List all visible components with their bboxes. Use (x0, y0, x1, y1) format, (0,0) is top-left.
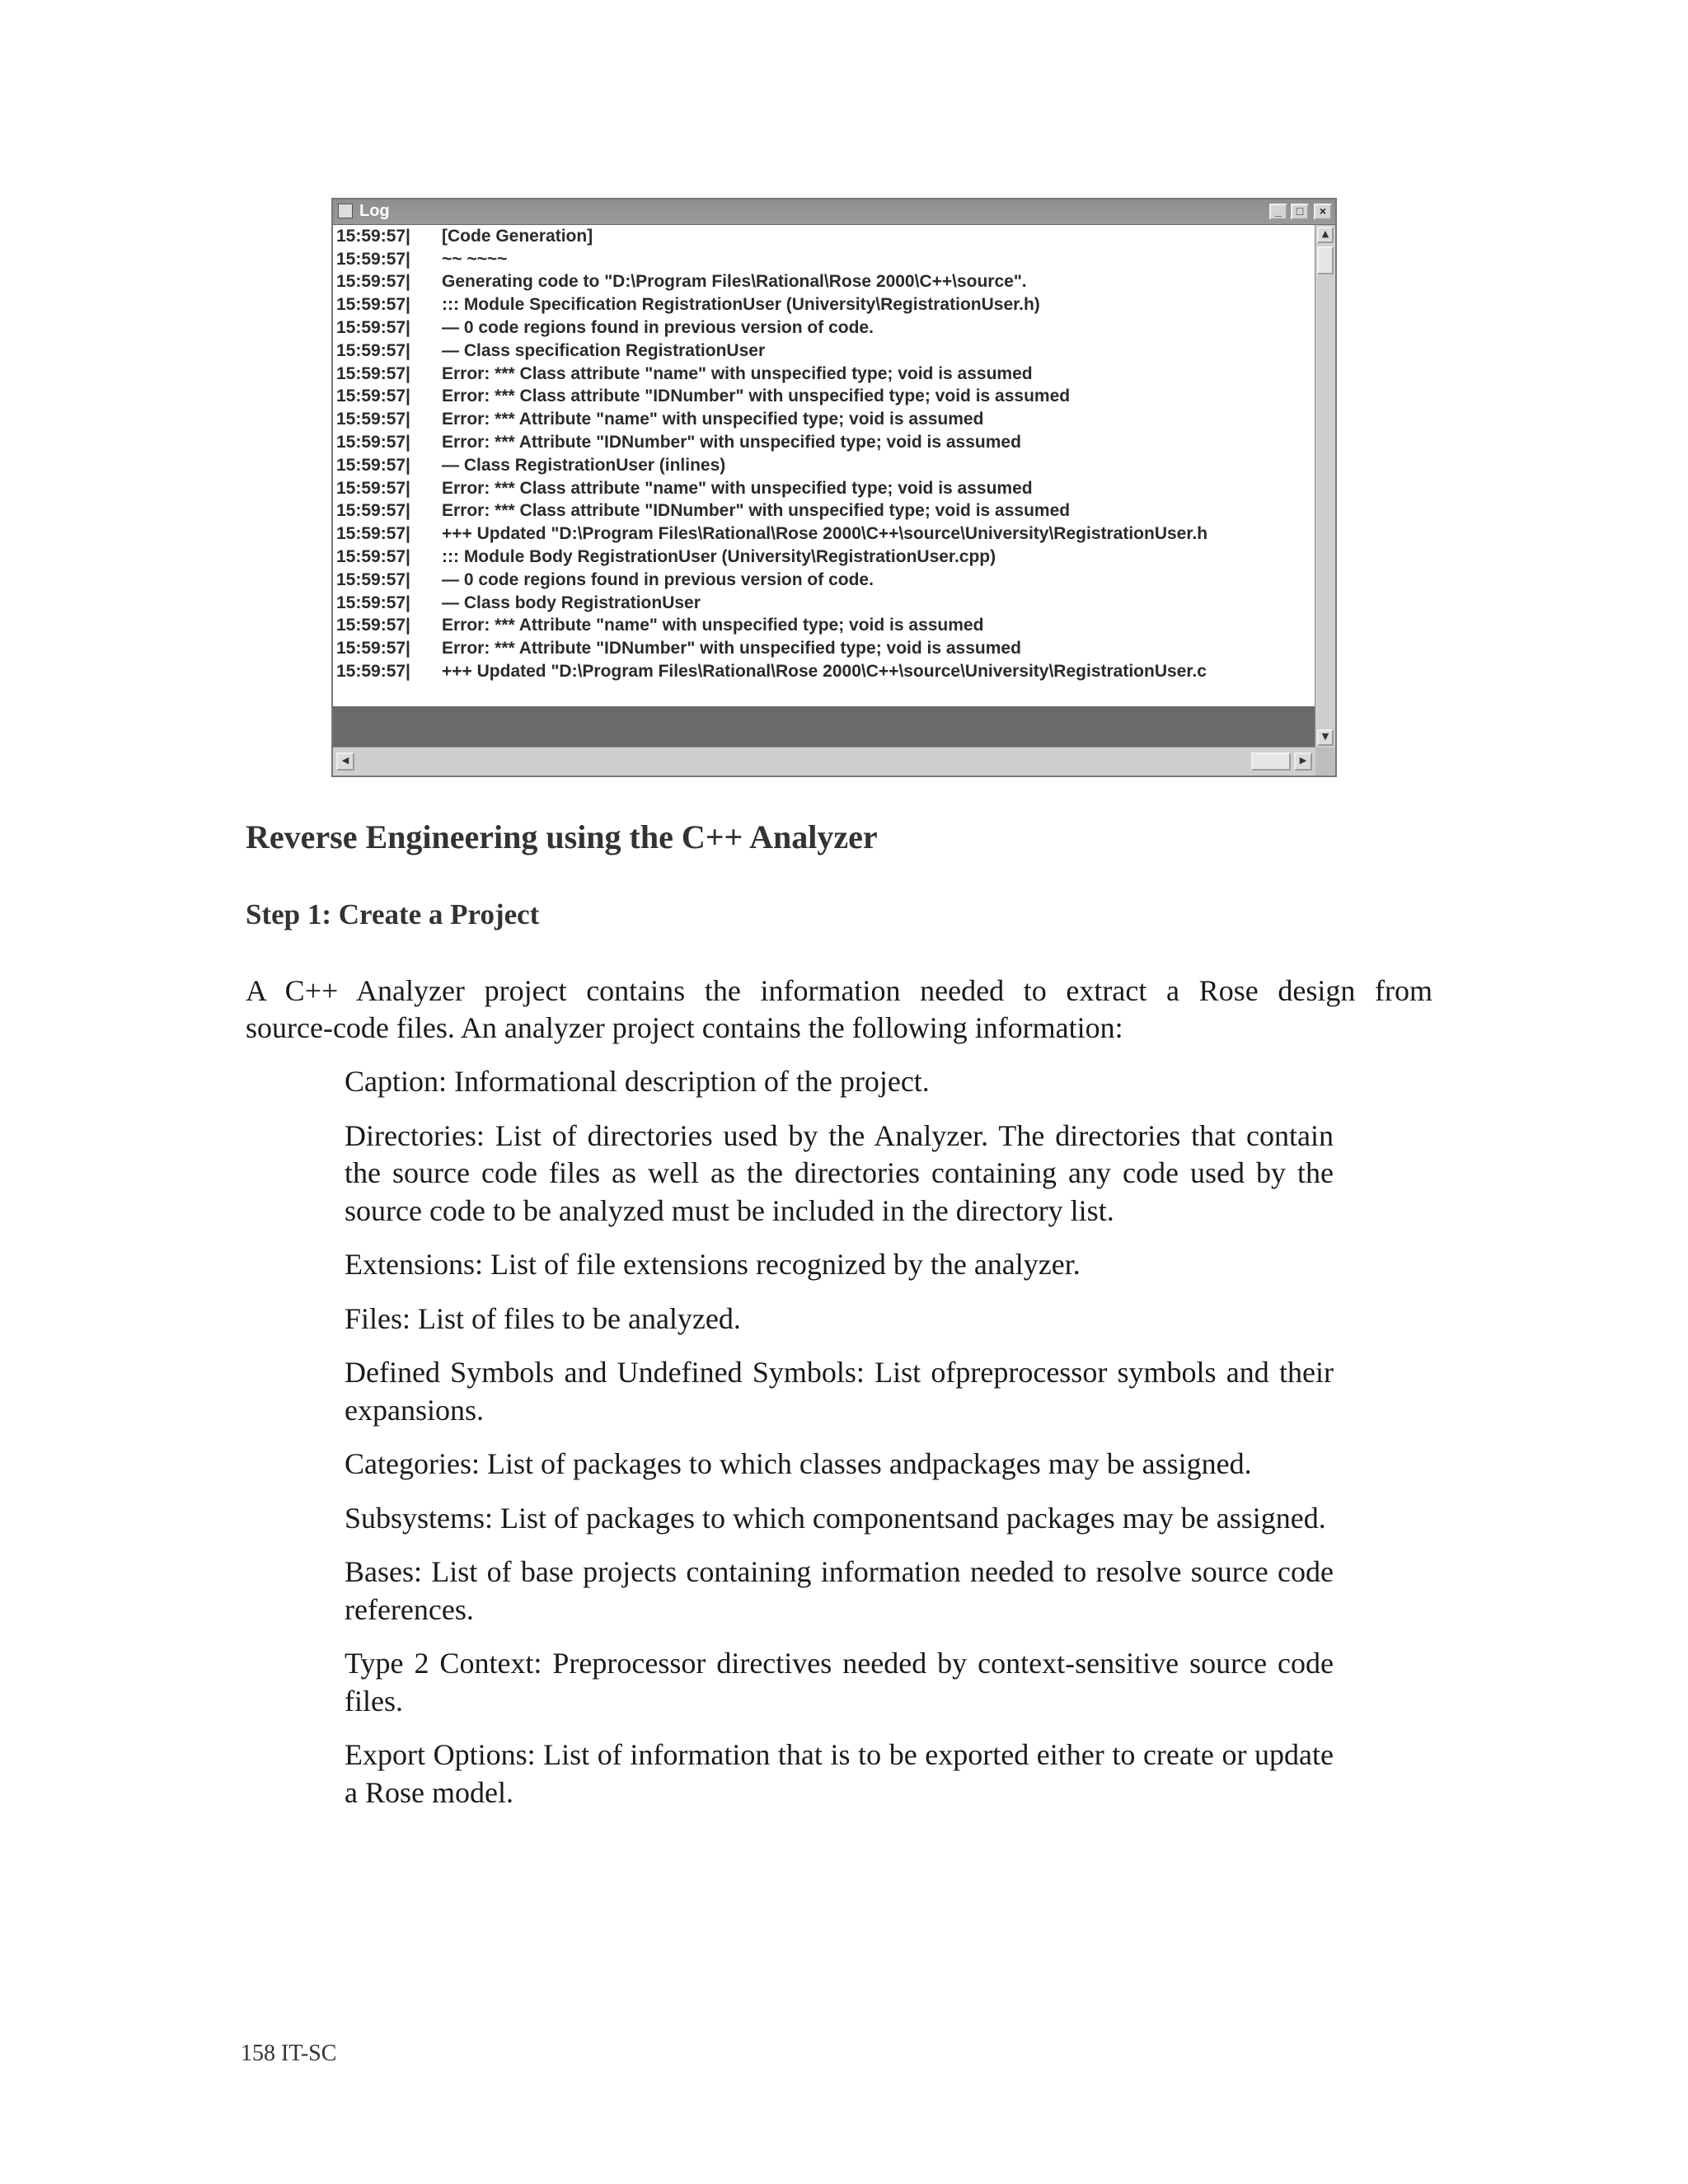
log-timestamp: 15:59:57| (336, 501, 410, 521)
log-line[interactable] (333, 248, 1315, 271)
intro-line-1: A C++ Analyzer project contains the information needed to extract a Rose design from (246, 974, 1432, 1007)
definition-bases: Bases: List of base projects containing information needed to resolve source code references. (345, 1555, 1334, 1626)
horizontal-scroll-thumb[interactable] (1251, 752, 1291, 771)
log-timestamp: 15:59:57| (336, 639, 410, 658)
vertical-scroll-thumb[interactable] (1317, 246, 1334, 274)
definition-list (345, 1063, 1334, 1828)
log-timestamp: 15:59:57| (336, 616, 410, 635)
log-line[interactable] (333, 546, 1315, 569)
log-timestamp: 15:59:57| (336, 455, 410, 475)
log-message: — Class specification RegistrationUser (442, 340, 766, 360)
log-window-title: Log (359, 202, 390, 220)
log-message: Error: *** Class attribute "name" with unspecified type; void is assumed (442, 478, 1033, 498)
definition-type2-context: Type 2 Context: Preprocessor directives needed by context-sensitive source code files. (345, 1647, 1334, 1718)
log-line[interactable] (333, 454, 1315, 477)
log-timestamp: 15:59:57| (336, 387, 410, 406)
log-line[interactable] (333, 431, 1315, 454)
definition-subsystems: Subsystems: List of packages to which componentsand packages may be assigned. (345, 1501, 1326, 1535)
log-line[interactable] (333, 408, 1315, 431)
log-message: +++ Updated "D:\Program Files\Rational\Rose 2000\C++\source\University\RegistrationUser.h (442, 524, 1208, 544)
log-timestamp: 15:59:57| (336, 569, 410, 589)
log-message: — Class body RegistrationUser (442, 593, 701, 612)
scroll-up-icon[interactable]: ▲ (1317, 227, 1334, 243)
log-content[interactable] (333, 225, 1315, 706)
definition-files: Files: List of files to be analyzed. (345, 1301, 741, 1335)
log-timestamp: 15:59:57| (336, 547, 410, 567)
log-line[interactable] (333, 523, 1315, 546)
log-line[interactable] (333, 637, 1315, 660)
minimize-button[interactable]: _ (1269, 204, 1287, 220)
log-line[interactable] (333, 386, 1315, 409)
log-message: ~~ ~~~~ (442, 249, 508, 269)
log-timestamp: 15:59:57| (336, 410, 410, 429)
definition-caption: Caption: Informational description of the project. (345, 1065, 930, 1098)
log-message: ::: Module Specification RegistrationUser (University\RegistrationUser.h) (442, 295, 1040, 315)
log-message: ::: Module Body RegistrationUser (University\RegistrationUser.cpp) (442, 547, 996, 567)
log-message: Error: *** Attribute "IDNumber" with unspecified type; void is assumed (442, 433, 1021, 452)
intro-line-2: source-code files. An analyzer project contains the following information: (246, 1011, 1123, 1044)
log-message: — 0 code regions found in previous version of code. (442, 318, 874, 338)
log-timestamp: 15:59:57| (336, 272, 410, 292)
log-message: — Class RegistrationUser (inlines) (442, 455, 726, 475)
close-button[interactable]: × (1314, 204, 1332, 220)
definition-categories: Categories: List of packages to which classes andpackages may be assigned. (345, 1447, 1252, 1480)
definition-symbols: Defined Symbols and Undefined Symbols: List ofpreprocessor symbols and their expansions. (345, 1356, 1334, 1427)
log-line[interactable] (333, 500, 1315, 523)
definition-extensions: Extensions: List of file extensions recognized by the analyzer. (345, 1248, 1081, 1281)
page-footer: 158 IT-SC (241, 2041, 337, 2066)
scroll-down-icon[interactable]: ▼ (1317, 729, 1334, 746)
log-line[interactable] (333, 615, 1315, 638)
log-timestamp: 15:59:57| (336, 524, 410, 544)
log-message: Generating code to "D:\Program Files\Rational\Rose 2000\C++\source". (442, 272, 1027, 292)
log-line[interactable] (333, 340, 1315, 363)
definition-export-options: Export Options: List of information that is to be exported either to create or update a Rose model. (345, 1738, 1334, 1809)
log-timestamp: 15:59:57| (336, 340, 410, 360)
log-timestamp: 15:59:57| (336, 226, 410, 246)
log-timestamp: 15:59:57| (336, 478, 410, 498)
scroll-right-icon[interactable]: ▶ (1294, 752, 1312, 771)
log-titlebar[interactable] (333, 199, 1335, 225)
window-system-icon[interactable] (338, 204, 353, 218)
section-heading: Reverse Engineering using the C++ Analyzer (246, 818, 878, 855)
log-message: Error: *** Attribute "name" with unspecified type; void is assumed (442, 410, 984, 429)
maximize-button[interactable]: □ (1291, 204, 1309, 220)
log-line[interactable] (333, 363, 1315, 386)
log-timestamp: 15:59:57| (336, 295, 410, 315)
horizontal-scrollbar[interactable] (333, 747, 1315, 776)
log-timestamp: 15:59:57| (336, 593, 410, 612)
log-message: +++ Updated "D:\Program Files\Rational\Rose 2000\C++\source\University\RegistrationUser.c (442, 662, 1207, 682)
vertical-scrollbar[interactable] (1315, 225, 1335, 748)
log-timestamp: 15:59:57| (336, 249, 410, 269)
log-window (331, 198, 1337, 777)
log-line[interactable] (333, 316, 1315, 340)
log-timestamp: 15:59:57| (336, 433, 410, 452)
log-line[interactable] (333, 225, 1315, 248)
log-timestamp: 15:59:57| (336, 318, 410, 338)
log-message: Error: *** Attribute "IDNumber" with unspecified type; void is assumed (442, 639, 1021, 658)
log-line[interactable] (333, 271, 1315, 294)
log-line[interactable] (333, 660, 1315, 683)
scroll-left-icon[interactable]: ◀ (336, 752, 354, 771)
log-message: Error: *** Class attribute "IDNumber" with unspecified type; void is assumed (442, 387, 1071, 406)
scrollbar-corner (1315, 748, 1335, 776)
log-line[interactable] (333, 293, 1315, 316)
log-line[interactable] (333, 569, 1315, 592)
log-message: Error: *** Class attribute "name" with unspecified type; void is assumed (442, 363, 1033, 383)
log-message: — 0 code regions found in previous version of code. (442, 569, 874, 589)
log-timestamp: 15:59:57| (336, 662, 410, 682)
log-message: Error: *** Class attribute "IDNumber" with unspecified type; void is assumed (442, 501, 1071, 521)
log-line[interactable] (333, 592, 1315, 615)
log-line[interactable] (333, 477, 1315, 500)
log-message: Error: *** Attribute "name" with unspecified type; void is assumed (442, 616, 984, 635)
intro-paragraph (246, 972, 1432, 1047)
step-heading: Step 1: Create a Project (246, 898, 540, 930)
definition-directories: Directories: List of directories used by the Analyzer. The directories that contain the source code files as well as the directories containing any code used by the source code to be analyzed must be included in the directory list. (345, 1118, 1334, 1227)
log-empty-area (333, 706, 1315, 748)
log-message: [Code Generation] (442, 226, 593, 246)
log-timestamp: 15:59:57| (336, 363, 410, 383)
